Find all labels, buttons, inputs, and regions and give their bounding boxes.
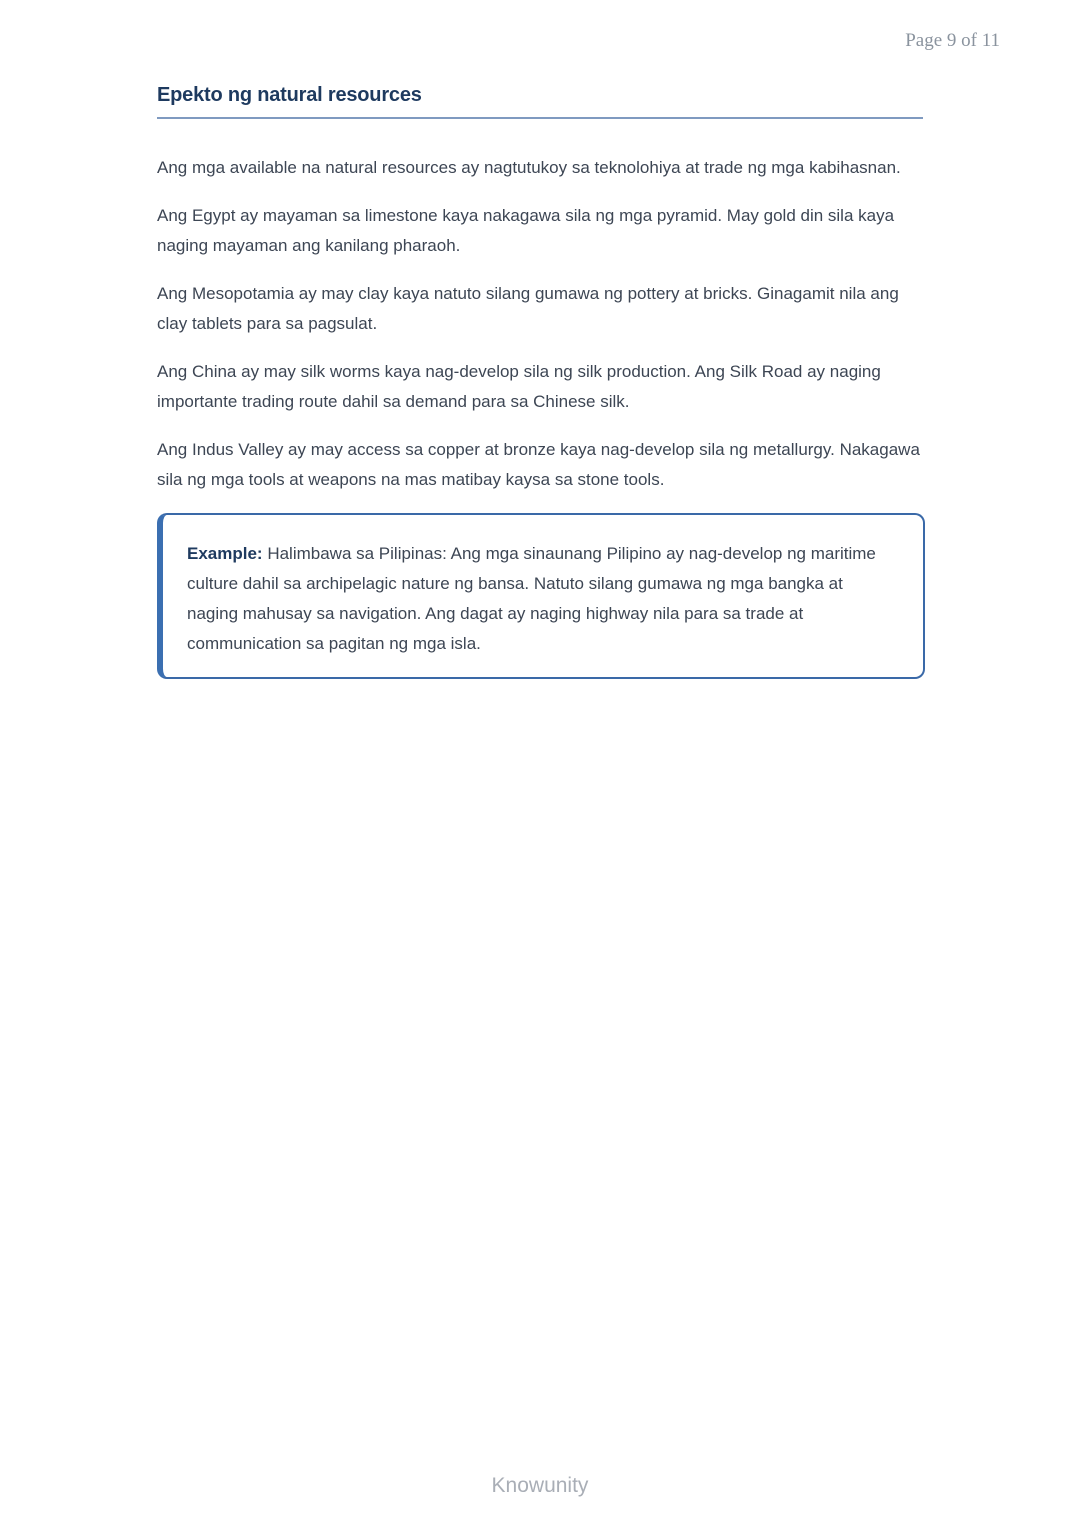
body-paragraph: Ang Indus Valley ay may access sa copper at bronze kaya nag-develop sila ng metallurgy. Nakagawa sila ng mga tools at weapons na mas matibay kaysa sa stone tools.	[157, 440, 920, 489]
example-label: Example:	[187, 544, 263, 563]
page-number: Page 9 of 11	[905, 30, 1000, 51]
footer-brand: Knowunity	[491, 1474, 589, 1497]
body-paragraph: Ang China ay may silk worms kaya nag-develop sila ng silk production. Ang Silk Road ay naging importante trading route dahil sa demand para sa Chinese silk.	[157, 362, 881, 411]
body-paragraph: Ang mga available na natural resources ay nagtutukoy sa teknolohiya at trade ng mga kabihasnan.	[157, 158, 901, 177]
body-paragraph: Ang Mesopotamia ay may clay kaya natuto silang gumawa ng pottery at bricks. Ginagamit nila ang clay tablets para sa pagsulat.	[157, 284, 899, 333]
example-callout	[157, 513, 925, 679]
document-content	[157, 84, 923, 679]
section-heading: Epekto ng natural resources	[157, 84, 422, 106]
example-text	[187, 539, 893, 659]
example-body: Halimbawa sa Pilipinas: Ang mga sinaunang Pilipino ay nag-develop ng maritime culture dahil sa archipelagic nature ng bansa. Natuto silang gumawa ng mga bangka at naging mahusay sa navigation. Ang dagat ay naging highway nila para sa trade at communication sa pagitan ng mga isla.	[187, 544, 876, 653]
heading-rule	[157, 117, 923, 119]
body-paragraph: Ang Egypt ay mayaman sa limestone kaya nakagawa sila ng mga pyramid. May gold din sila kaya naging mayaman ang kanilang pharaoh.	[157, 206, 895, 255]
